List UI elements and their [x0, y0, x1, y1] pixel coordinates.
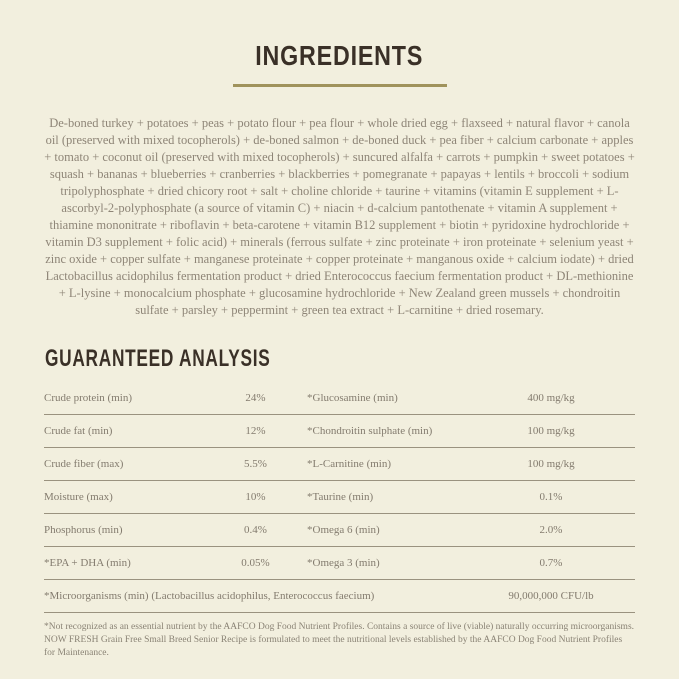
nutrient-value: 90,000,000 CFU/lb — [508, 590, 594, 602]
nutrient-label: Phosphorus (min) — [44, 524, 123, 536]
nutrient-value: 0.1% — [539, 491, 563, 503]
table-row-microorganisms — [44, 580, 635, 613]
nutrient-label: *Taurine (min) — [307, 491, 374, 503]
nutrient-label: Crude fiber (max) — [44, 458, 124, 470]
nutrient-label: *EPA + DHA (min) — [44, 557, 131, 569]
nutrient-value: 24% — [245, 392, 266, 404]
nutrient-value: 0.4% — [244, 524, 267, 536]
table-row — [44, 481, 635, 514]
nutrient-value: 100 mg/kg — [527, 458, 575, 470]
nutrient-value: 2.0% — [539, 524, 563, 536]
nutrient-label: *Microorganisms (min) (Lactobacillus acidophilus, Enterococcus faecium) — [44, 590, 375, 602]
nutrient-label: *Chondroitin sulphate (min) — [307, 425, 433, 437]
nutrient-label: Moisture (max) — [44, 491, 113, 503]
nutrient-value: 100 mg/kg — [527, 425, 575, 437]
table-row — [44, 514, 635, 547]
guaranteed-analysis-title: GUARANTEED ANALYSIS — [45, 345, 271, 372]
ingredients-section-header — [0, 0, 679, 87]
guaranteed-analysis-section-header — [45, 345, 679, 373]
table-row — [44, 415, 635, 448]
nutrient-value: 12% — [245, 425, 266, 437]
nutrient-label: Crude fat (min) — [44, 425, 113, 437]
ingredients-underline — [233, 84, 447, 87]
footnotes — [44, 621, 635, 660]
table-row — [44, 547, 635, 580]
nutrient-label: *Omega 3 (min) — [307, 557, 380, 569]
nutrient-label: Crude protein (min) — [44, 392, 132, 404]
nutrient-value: 5.5% — [244, 458, 267, 470]
nutrient-label: *L-Carnitine (min) — [307, 458, 392, 470]
nutrient-label: *Omega 6 (min) — [307, 524, 380, 536]
ingredients-paragraph: De-boned turkey + potatoes + peas + potato flour + pea flour + whole dried egg + flaxseed + natural flavor + canola oil (preserved with mixed tocopherols) + de-boned salmon + de-boned duck + pea fiber + calcium carbonate + apples + tomato + coconut oil (preserved with mixed tocopherols) + suncured alfalfa + carrots + pumpkin + sweet potatoes + squash + bananas + blueberries + cranberries + blackberries + pomegranate + papayas + lentils + broccoli + sodium tripolyphosphate + dried chicory root + salt + choline chloride + taurine + vitamins (vitamin E supplement + L-ascorbyl-2-polyphosphate (a source of vitamin C) + niacin + d-calcium pantothenate + vitamin A supplement + thiamine mononitrate + riboflavin + beta-carotene + vitamin B12 supplement + biotin + pyridoxine hydrochloride + vitamin D3 supplement + folic acid) + minerals (ferrous sulfate + zinc proteinate + iron proteinate + selenium yeast + zinc oxide + copper sulfate + manganese proteinate + copper proteinate + manganous oxide + calcium iodate) + dried Lactobacillus acidophilus fermentation product + dried Enterococcus faecium fermentation product + DL-methionine + L-lysine + monocalcium phosphate + glucosamine hydrochloride + New Zealand green mussels + chondroitin sulfate + parsley + peppermint + green tea extract + L-carnitine + dried rosemary. — [44, 116, 635, 317]
table-row — [44, 448, 635, 481]
nutrient-value: 0.7% — [539, 557, 563, 569]
nutrient-value: 400 mg/kg — [527, 392, 575, 404]
footnote-formulation-statement: NOW FRESH Grain Free Small Breed Senior Recipe is formulated to meet the nutritional levels established by the AAFCO Dog Food Nutrient Profiles for Maintenance. — [44, 635, 623, 658]
guaranteed-analysis-table — [44, 382, 635, 613]
footnote-aafco-asterisk: *Not recognized as an essential nutrient by the AAFCO Dog Food Nutrient Profiles. Contains a source of live (viable) naturally occurring microorganisms. — [44, 622, 635, 632]
ingredients-title: INGREDIENTS — [255, 40, 424, 71]
nutrient-value: 10% — [245, 491, 266, 503]
table-row — [44, 382, 635, 415]
nutrient-value: 0.05% — [241, 557, 270, 569]
nutrient-label: *Glucosamine (min) — [307, 392, 398, 404]
